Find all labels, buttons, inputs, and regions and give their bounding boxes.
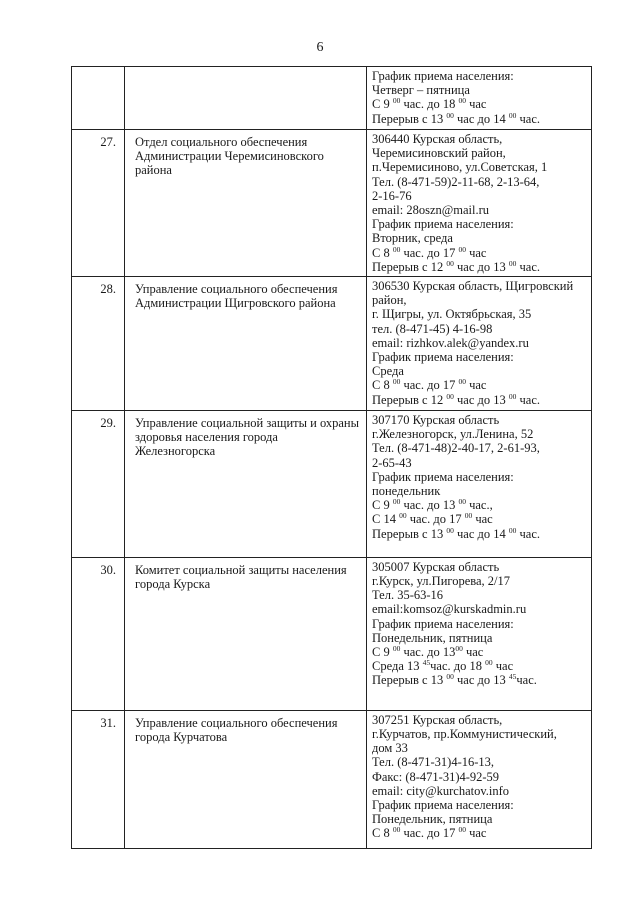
row-number: 29. [72, 411, 125, 558]
time-minutes-superscript: 00 [508, 525, 517, 535]
contact-info [367, 710, 592, 848]
info-text: График приема населения: [372, 350, 514, 365]
time-minutes-superscript: 00 [458, 96, 466, 106]
info-text: район, [372, 293, 407, 308]
info-text: С 8 [372, 826, 393, 841]
table-body [72, 67, 592, 849]
contact-info [367, 411, 592, 558]
info-text: тел. (8-471-45) 4-16-98 [372, 321, 493, 336]
info-text: Тел. (8-471-59)2-11-68, 2-13-64, [372, 174, 540, 189]
info-text: С 9 [372, 498, 393, 513]
info-text: 307251 Курская область, [372, 712, 503, 727]
info-text: час. до 18 [400, 97, 459, 112]
info-line [372, 631, 587, 645]
info-text: email: rizhkov.alek@yandex.ru [372, 335, 529, 350]
info-text: час. до 17 [400, 378, 459, 393]
time-minutes-superscript: 00 [458, 497, 466, 507]
info-line [372, 659, 587, 673]
info-text: График приема населения: [372, 217, 514, 232]
info-line [372, 69, 587, 83]
info-line [372, 602, 587, 616]
time-minutes-superscript: 00 [455, 644, 463, 654]
time-minutes-superscript: 00 [392, 825, 401, 835]
info-text: час [465, 97, 487, 112]
info-text: дом 33 [372, 741, 408, 756]
info-text: час до 13 [453, 673, 509, 688]
row-number: 30. [72, 557, 125, 710]
info-line [372, 574, 587, 588]
info-text: час. [516, 526, 540, 541]
info-line [372, 673, 587, 687]
info-text: понедельник [372, 484, 441, 499]
time-minutes-superscript: 00 [392, 244, 401, 254]
contact-info [367, 557, 592, 710]
info-text: час [462, 645, 484, 660]
info-text: График приема населения: [372, 469, 514, 484]
info-line [372, 812, 587, 826]
info-line [372, 293, 587, 307]
row-number [72, 67, 125, 130]
info-text: час до 14 [453, 111, 509, 126]
info-text: График приема населения: [372, 798, 514, 813]
info-text: Перерыв с 13 [372, 111, 447, 126]
info-text: час. до 13 [400, 645, 456, 660]
organization-name: Комитет социальной защиты населения города Курска [125, 557, 367, 710]
page-number: 6 [316, 40, 324, 55]
info-text: г.Курчатов, пр.Коммунистический, [372, 727, 557, 742]
info-line [372, 498, 587, 512]
info-text: Факс: (8-471-31)4-92-59 [372, 769, 500, 784]
info-line [372, 727, 587, 741]
table-row [72, 411, 592, 558]
info-text: С 14 [372, 512, 400, 527]
row-number: 28. [72, 277, 125, 411]
info-text: г.Железногорск, ул.Ленина, 52 [372, 427, 534, 442]
info-line [372, 83, 587, 97]
info-line [372, 393, 587, 407]
table-row [72, 130, 592, 277]
time-minutes-superscript: 00 [464, 511, 473, 521]
info-text: час до 13 [453, 259, 509, 274]
info-line [372, 132, 587, 146]
info-line [372, 484, 587, 498]
info-text: Перерыв с 13 [372, 673, 447, 688]
info-text: 2-16-76 [372, 188, 412, 203]
info-text: График приема населения: [372, 616, 514, 631]
info-line [372, 231, 587, 245]
info-text: час [472, 512, 493, 527]
info-text: email: 28oszn@mail.ru [372, 203, 490, 218]
organization-name: Управление социального обеспечения города Курчатова [125, 710, 367, 848]
info-text: С 8 [372, 245, 393, 260]
info-text: час. до 13 [400, 498, 459, 513]
info-line [372, 322, 587, 336]
info-line [372, 645, 587, 659]
info-line [372, 203, 587, 217]
info-line [372, 527, 587, 541]
info-text: email:komsoz@kurskadmin.ru [372, 602, 527, 617]
info-text: г.Курск, ул.Пигорева, 2/17 [372, 574, 511, 589]
info-line [372, 755, 587, 769]
time-minutes-superscript: 00 [485, 658, 493, 668]
info-text: час., [465, 498, 493, 513]
info-text: час. [516, 392, 540, 407]
info-text: час [465, 826, 487, 841]
info-text: час до 13 [453, 392, 509, 407]
row-number: 27. [72, 130, 125, 277]
organization-name [125, 67, 367, 130]
info-text: Тел. (8-471-31)4-16-13, [372, 755, 495, 770]
spacer [372, 541, 587, 555]
table-row [72, 557, 592, 710]
info-line [372, 307, 587, 321]
info-line [372, 279, 587, 293]
info-text: Черемисиновский район, [372, 146, 506, 161]
info-text: час. до 17 [400, 245, 459, 260]
social-services-table [71, 66, 592, 849]
info-text: час. [516, 673, 537, 688]
info-text: час. до 17 [406, 512, 465, 527]
info-text: С 9 [372, 97, 393, 112]
row-number: 31. [72, 710, 125, 848]
time-minutes-superscript: 00 [458, 244, 466, 254]
info-line [372, 217, 587, 231]
info-text: час [465, 245, 487, 260]
info-text: час. [516, 259, 540, 274]
time-minutes-superscript: 00 [446, 110, 454, 120]
info-line [372, 350, 587, 364]
info-text: час. [516, 111, 540, 126]
info-text: С 9 [372, 645, 393, 660]
organization-name: Управление социального обеспечения Администрации Щигровского района [125, 277, 367, 411]
info-text: 2-65-43 [372, 455, 412, 470]
organization-name: Отдел социального обеспечения Администрации Черемисиновского района [125, 130, 367, 277]
info-text: График приема населения: [372, 69, 514, 83]
time-minutes-superscript: 00 [446, 525, 454, 535]
info-text: Четверг – пятница [372, 83, 470, 98]
info-line [372, 588, 587, 602]
info-text: 306530 Курская область, Щигровский [372, 279, 574, 294]
time-minutes-superscript: 00 [446, 672, 454, 682]
info-text: 307170 Курская область [372, 413, 500, 428]
time-minutes-superscript: 00 [458, 377, 466, 387]
info-line [372, 427, 587, 441]
info-text: г. Щигры, ул. Октябрьская, 35 [372, 307, 532, 322]
info-line [372, 617, 587, 631]
info-line [372, 336, 587, 350]
info-text: С 8 [372, 378, 393, 393]
info-line [372, 112, 587, 126]
info-line [372, 470, 587, 484]
info-text: Понедельник, пятница [372, 630, 493, 645]
info-line [372, 560, 587, 574]
contact-info [367, 130, 592, 277]
info-line [372, 246, 587, 260]
info-line [372, 798, 587, 812]
time-minutes-superscript: 00 [458, 825, 466, 835]
info-text: п.Черемисиново, ул.Советская, 1 [372, 160, 548, 175]
info-text: email: city@kurchatov.info [372, 783, 510, 798]
info-text: час до 14 [453, 526, 509, 541]
time-minutes-superscript: 00 [399, 511, 407, 521]
table-row [72, 277, 592, 411]
organization-name: Управление социальной защиты и охраны здоровья населения города Железногорска [125, 411, 367, 558]
info-line [372, 456, 587, 470]
info-line [372, 441, 587, 455]
time-minutes-superscript: 45 [422, 658, 431, 668]
info-text: 305007 Курская область [372, 559, 500, 574]
time-minutes-superscript: 00 [392, 96, 401, 106]
info-line [372, 512, 587, 526]
time-minutes-superscript: 00 [508, 258, 517, 268]
info-text: Среда [372, 364, 404, 379]
info-text: Среда 13 [372, 659, 423, 674]
info-text: час [492, 659, 514, 674]
info-line [372, 160, 587, 174]
time-minutes-superscript: 00 [446, 391, 454, 401]
table-row [72, 710, 592, 848]
contact-info [367, 277, 592, 411]
info-line [372, 413, 587, 427]
info-line [372, 146, 587, 160]
info-text: Перерыв с 12 [372, 259, 447, 274]
time-minutes-superscript: 00 [392, 644, 401, 654]
info-line [372, 826, 587, 840]
info-text: Тел. 35-63-16 [372, 588, 444, 603]
info-line [372, 175, 587, 189]
contact-info [367, 67, 592, 130]
info-line [372, 364, 587, 378]
time-minutes-superscript: 00 [392, 377, 401, 387]
info-text: Вторник, среда [372, 231, 453, 246]
info-line [372, 260, 587, 274]
info-line [372, 97, 587, 111]
info-line [372, 741, 587, 755]
time-minutes-superscript: 45 [508, 672, 517, 682]
time-minutes-superscript: 00 [508, 110, 517, 120]
info-text: Перерыв с 12 [372, 392, 447, 407]
info-text: Перерыв с 13 [372, 526, 447, 541]
time-minutes-superscript: 00 [392, 497, 401, 507]
info-line [372, 770, 587, 784]
info-text: час. до 17 [400, 826, 459, 841]
info-line [372, 189, 587, 203]
info-text: 306440 Курская область, [372, 132, 503, 146]
info-text: Тел. (8-471-48)2-40-17, 2-61-93, [372, 441, 540, 456]
table-row [72, 67, 592, 130]
info-line [372, 713, 587, 727]
info-line [372, 378, 587, 392]
time-minutes-superscript: 00 [508, 391, 517, 401]
info-text: час. до 18 [430, 659, 486, 674]
info-line [372, 784, 587, 798]
time-minutes-superscript: 00 [446, 258, 454, 268]
info-text: час [465, 378, 487, 393]
info-text: Понедельник, пятница [372, 812, 493, 827]
